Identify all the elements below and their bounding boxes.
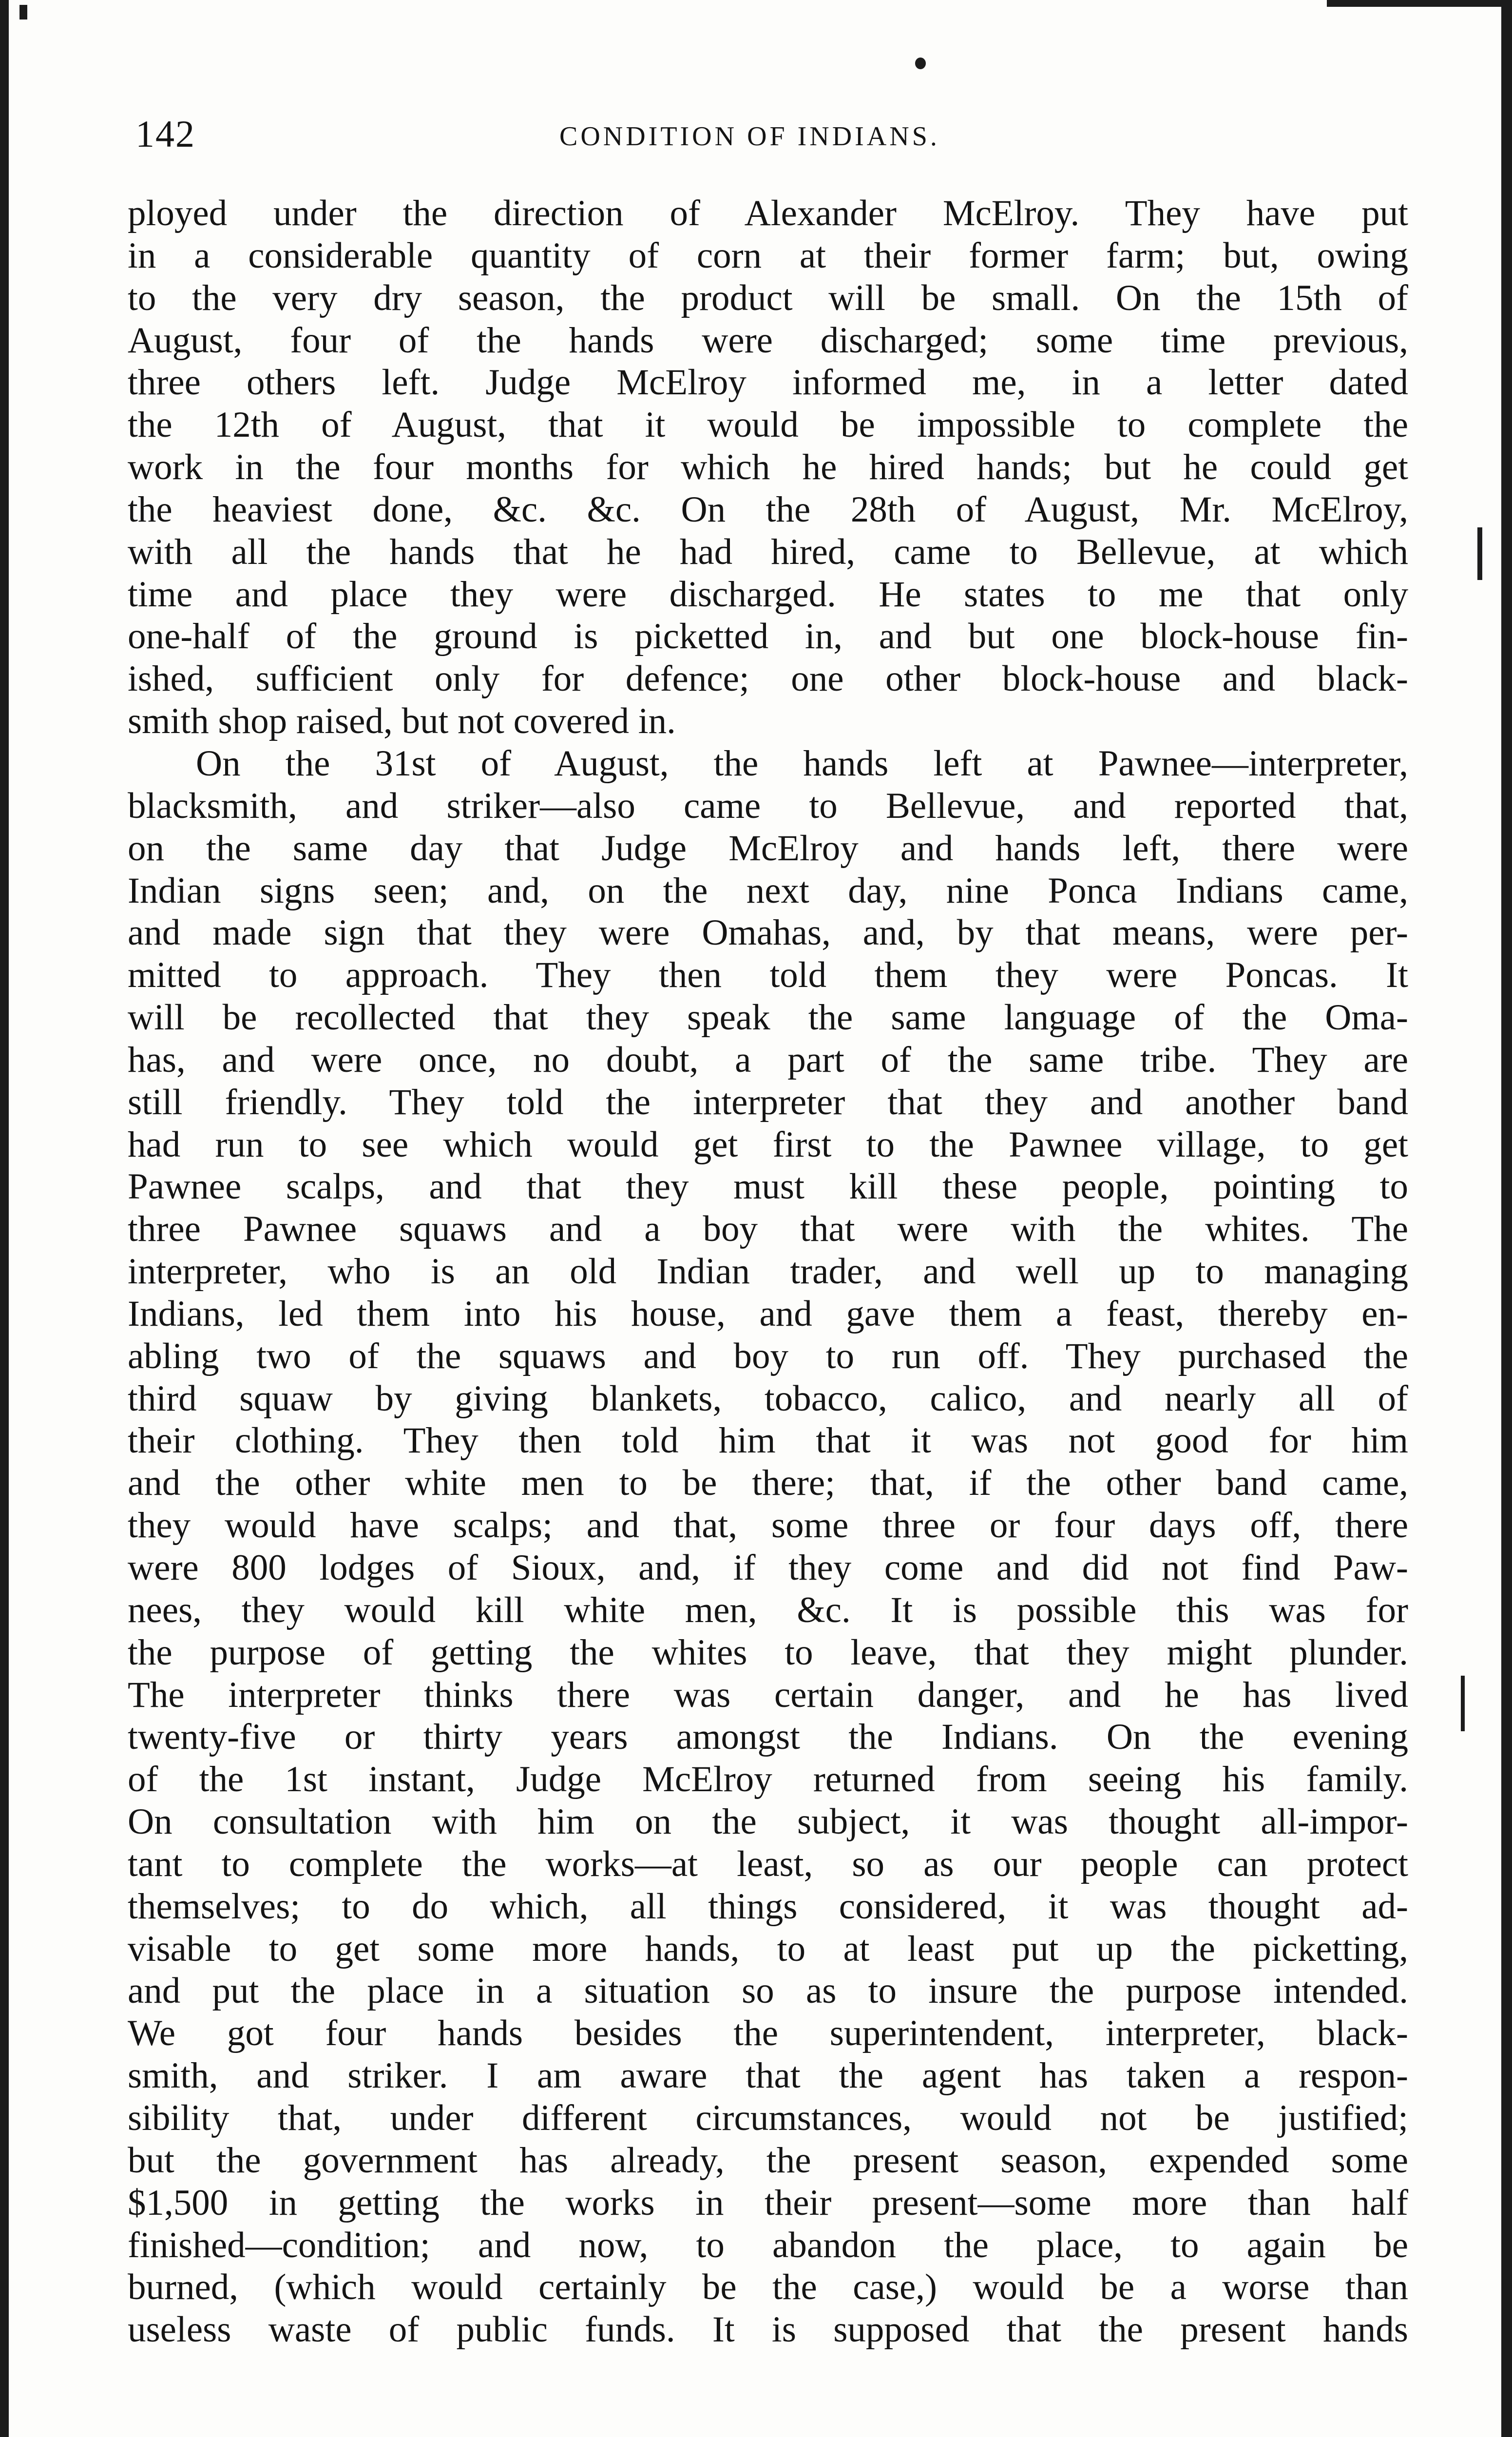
text-line: but the government has already, the present season, expended some [128,2140,1408,2181]
text-line: will be recollected that they speak the same language of the Oma- [128,997,1408,1038]
margin-mark [1461,1676,1465,1731]
body-text [128,193,1408,2351]
text-line: visable to get some more hands, to at least put up the picketting, [128,1928,1408,1969]
text-line: the 12th of August, that it would be impossible to complete the [128,405,1408,445]
text-line: useless waste of public funds. It is supposed that the present hands [128,2309,1408,2350]
text-line: and made sign that they were Omahas, and, by that means, were per- [128,912,1408,953]
text-line: had run to see which would get first to the Pawnee village, to get [128,1124,1408,1165]
text-line: August, four of the hands were discharged; some time previous, [128,320,1408,361]
text-line: with all the hands that he had hired, came to Bellevue, at which [128,531,1408,572]
text-line: to the very dry season, the product will be small. On the 15th of [128,277,1408,318]
running-title: CONDITION OF INDIANS. [559,121,940,152]
text-line: mitted to approach. They then told them they were Poncas. It [128,955,1408,996]
text-line: third squaw by giving blankets, tobacco, calico, and nearly all of [128,1378,1408,1419]
text-line: sibility that, under different circumstances, would not be justified; [128,2097,1408,2138]
text-line: We got four hands besides the superintendent, interpreter, black- [128,2013,1408,2054]
text-line: on the same day that Judge McElroy and hands left, there were [128,828,1408,869]
text-line: abling two of the squaws and boy to run off. They purchased the [128,1335,1408,1376]
text-line: and put the place in a situation so as to insure the purpose intended. [128,1971,1408,2011]
text-line: Indians, led them into his house, and gave them a feast, thereby en- [128,1293,1408,1334]
margin-mark [1477,527,1482,580]
text-line: $1,500 in getting the works in their present—some more than half [128,2182,1408,2223]
text-line: in a considerable quantity of corn at their former farm; but, owing [128,235,1408,276]
scan-border-left [0,0,9,2437]
text-line: blacksmith, and striker—also came to Bellevue, and reported that, [128,785,1408,826]
text-line: ished, sufficient only for defence; one other block-house and black- [128,658,1408,699]
text-line: and the other white men to be there; that, if the other band came, [128,1463,1408,1504]
text-line: finished—condition; and now, to abandon the place, to again be [128,2224,1408,2265]
text-line: they would have scalps; and that, some three or four days off, there [128,1505,1408,1546]
text-line: ployed under the direction of Alexander McElroy. They have put [128,193,1408,233]
text-line: were 800 lodges of Sioux, and, if they come and did not find Paw- [128,1547,1408,1588]
text-line: still friendly. They told the interpreter that they and another band [128,1082,1408,1122]
text-line: has, and were once, no doubt, a part of the same tribe. They are [128,1039,1408,1080]
text-line: nees, they would kill white men, &c. It is possible this was for [128,1589,1408,1630]
text-line: The interpreter thinks there was certain danger, and he has lived [128,1674,1408,1715]
text-line: tant to complete the works—at least, so as our people can protect [128,1843,1408,1884]
text-line: twenty-five or thirty years amongst the Indians. On the evening [128,1717,1408,1758]
scan-speck [915,58,926,69]
text-line: On the 31st of August, the hands left at Pawnee—interpreter, [196,743,1408,784]
page-number: 142 [135,113,195,155]
scan-speck [19,5,27,19]
text-line: smith, and striker. I am aware that the agent has taken a respon- [128,2055,1408,2096]
text-line: time and place they were discharged. He states to me that only [128,574,1408,615]
text-line: one-half of the ground is picketted in, and but one block-house fin- [128,616,1408,657]
scan-border-top [1327,0,1512,7]
scan-border-right [1501,0,1512,2437]
text-line: Indian signs seen; and, on the next day, nine Ponca Indians came, [128,870,1408,911]
text-line: interpreter, who is an old Indian trader, and well up to managing [128,1251,1408,1292]
text-line: Pawnee scalps, and that they must kill these people, pointing to [128,1166,1408,1207]
text-line: burned, (which would certainly be the case,) would be a worse than [128,2267,1408,2308]
text-line: On consultation with him on the subject, it was thought all-impor- [128,1801,1408,1842]
text-line: work in the four months for which he hired hands; but he could get [128,447,1408,488]
text-line: the heaviest done, &c. &c. On the 28th of August, Mr. McElroy, [128,489,1408,530]
text-line: of the 1st instant, Judge McElroy returned from seeing his family. [128,1759,1408,1800]
running-head [135,112,1402,166]
text-line: smith shop raised, but not covered in. [128,701,676,742]
text-line: their clothing. They then told him that it was not good for him [128,1420,1408,1461]
text-line: themselves; to do which, all things considered, it was thought ad- [128,1886,1408,1927]
text-line: three Pawnee squaws and a boy that were with the whites. The [128,1209,1408,1250]
text-line: three others left. Judge McElroy informed me, in a letter dated [128,362,1408,403]
text-line: the purpose of getting the whites to leave, that they might plunder. [128,1632,1408,1673]
